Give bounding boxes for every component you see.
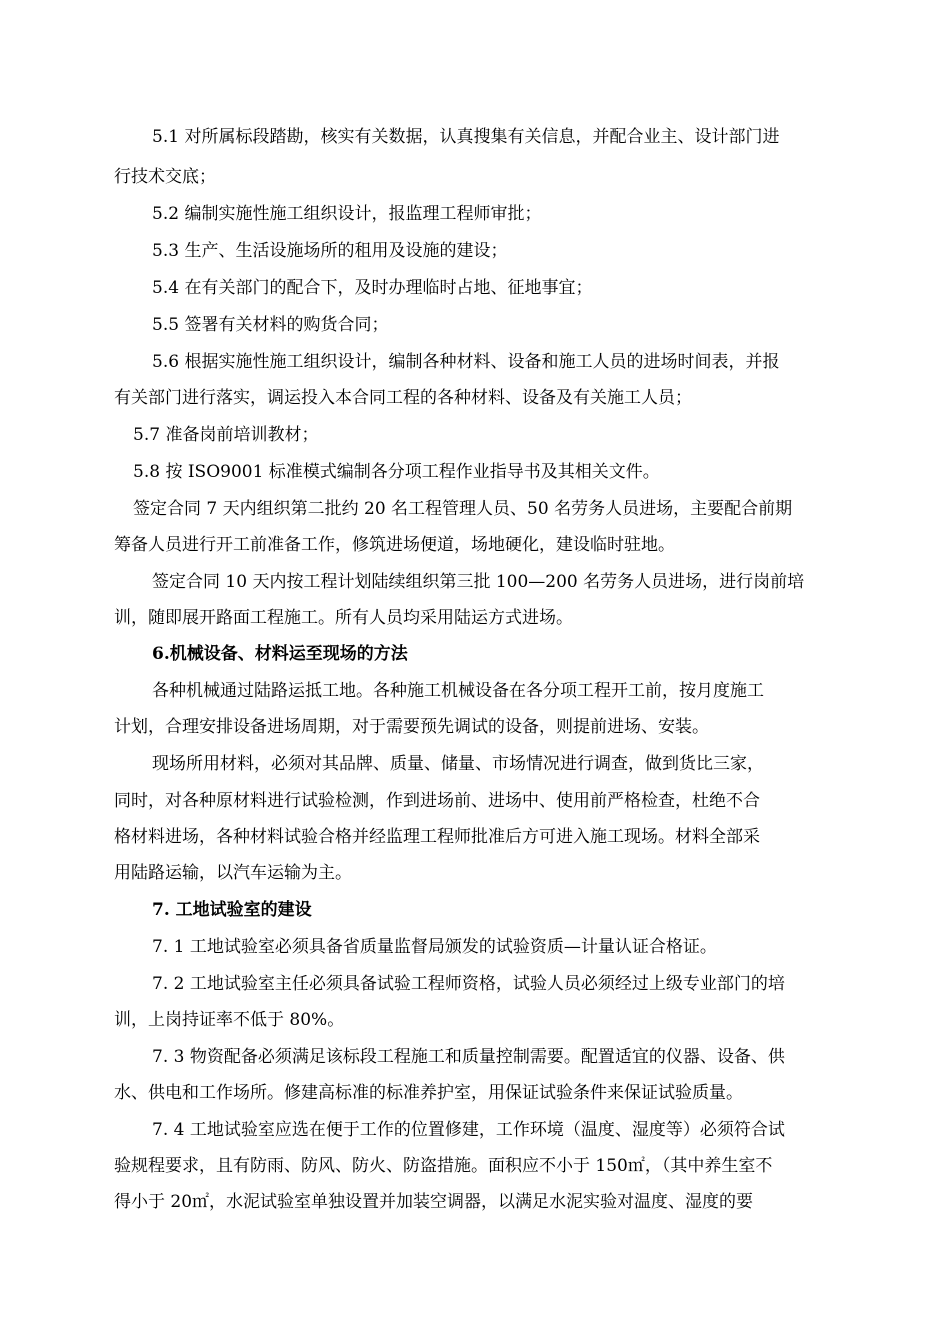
- paragraph-6-b-line-4: 用陆路运输，以汽车运输为主。: [114, 863, 352, 883]
- paragraph-5-5: 5.5 签署有关材料的购货合同；: [152, 315, 389, 335]
- paragraph-7-4-line-3: 得小于 20㎡，水泥试验室单独设置并加装空调器，以满足水泥实验对温度、湿度的要: [114, 1192, 754, 1212]
- section-7-heading: 7. 工地试验室的建设: [152, 900, 312, 920]
- paragraph-5-1-line-1: 5.1 对所属标段踏勘，核实有关数据，认真搜集有关信息，并配合业主、设计部门进: [152, 127, 780, 147]
- paragraph-5-7: 5.7 准备岗前培训教材；: [133, 425, 319, 445]
- paragraph-7-4-line-1: 7. 4 工地试验室应选在便于工作的位置修建，工作环境（温度、湿度等）必须符合试: [152, 1120, 785, 1140]
- paragraph-7-4-line-2: 验规程要求，且有防雨、防风、防火、防盗措施。面积应不小于 150㎡，（其中养生室不: [114, 1156, 773, 1176]
- paragraph-7-3-line-1: 7. 3 物资配备必须满足该标段工程施工和质量控制需要。配置适宜的仪器、设备、供: [152, 1047, 785, 1067]
- paragraph-5-3: 5.3 生产、生活设施场所的租用及设施的建设；: [152, 241, 508, 261]
- paragraph-7-1: 7. 1 工地试验室必须具备省质量监督局颁发的试验资质—计量认证合格证。: [152, 937, 717, 957]
- paragraph-contract-7-days-line-2: 筹备人员进行开工前准备工作，修筑进场便道，场地硬化，建设临时驻地。: [114, 535, 675, 555]
- paragraph-6-b-line-3: 格材料进场，各种材料试验合格并经监理工程师批准后方可进入施工现场。材料全部采: [114, 827, 760, 847]
- paragraph-contract-10-days-line-1: 签定合同 10 天内按工程计划陆续组织第三批 100—200 名劳务人员进场，进行岗前培: [152, 572, 805, 592]
- paragraph-7-3-line-2: 水、供电和工作场所。修建高标准的标准养护室，用保证试验条件来保证试验质量。: [114, 1083, 743, 1103]
- paragraph-5-2: 5.2 编制实施性施工组织设计，报监理工程师审批；: [152, 204, 542, 224]
- paragraph-5-4: 5.4 在有关部门的配合下，及时办理临时占地、征地事宜；: [152, 278, 593, 298]
- paragraph-6-a-line-2: 计划，合理安排设备进场周期，对于需要预先调试的设备，则提前进场、安装。: [114, 717, 709, 737]
- paragraph-5-6-line-2: 有关部门进行落实，调运投入本合同工程的各种材料、设备及有关施工人员；: [114, 388, 692, 408]
- paragraph-7-2-line-2: 训，上岗持证率不低于 80%。: [114, 1010, 345, 1030]
- paragraph-6-a-line-1: 各种机械通过陆路运抵工地。各种施工机械设备在各分项工程开工前，按月度施工: [152, 681, 764, 701]
- paragraph-5-6-line-1: 5.6 根据实施性施工组织设计，编制各种材料、设备和施工人员的进场时间表，并报: [152, 352, 780, 372]
- paragraph-6-b-line-2: 同时，对各种原材料进行试验检测，作到进场前、进场中、使用前严格检查，杜绝不合: [114, 791, 760, 811]
- paragraph-7-2-line-1: 7. 2 工地试验室主任必须具备试验工程师资格，试验人员必须经过上级专业部门的培: [152, 974, 785, 994]
- paragraph-contract-7-days-line-1: 签定合同 7 天内组织第二批约 20 名工程管理人员、50 名劳务人员进场，主要配合前期: [133, 499, 793, 519]
- paragraph-5-1-line-2: 行技术交底；: [114, 167, 216, 187]
- paragraph-contract-10-days-line-2: 训，随即展开路面工程施工。所有人员均采用陆运方式进场。: [114, 608, 573, 628]
- section-6-heading: 6.机械设备、材料运至现场的方法: [152, 644, 408, 664]
- paragraph-6-b-line-1: 现场所用材料，必须对其品牌、质量、储量、市场情况进行调查，做到货比三家，: [152, 754, 764, 774]
- paragraph-5-8: 5.8 按 ISO9001 标准模式编制各分项工程作业指导书及其相关文件。: [133, 462, 660, 482]
